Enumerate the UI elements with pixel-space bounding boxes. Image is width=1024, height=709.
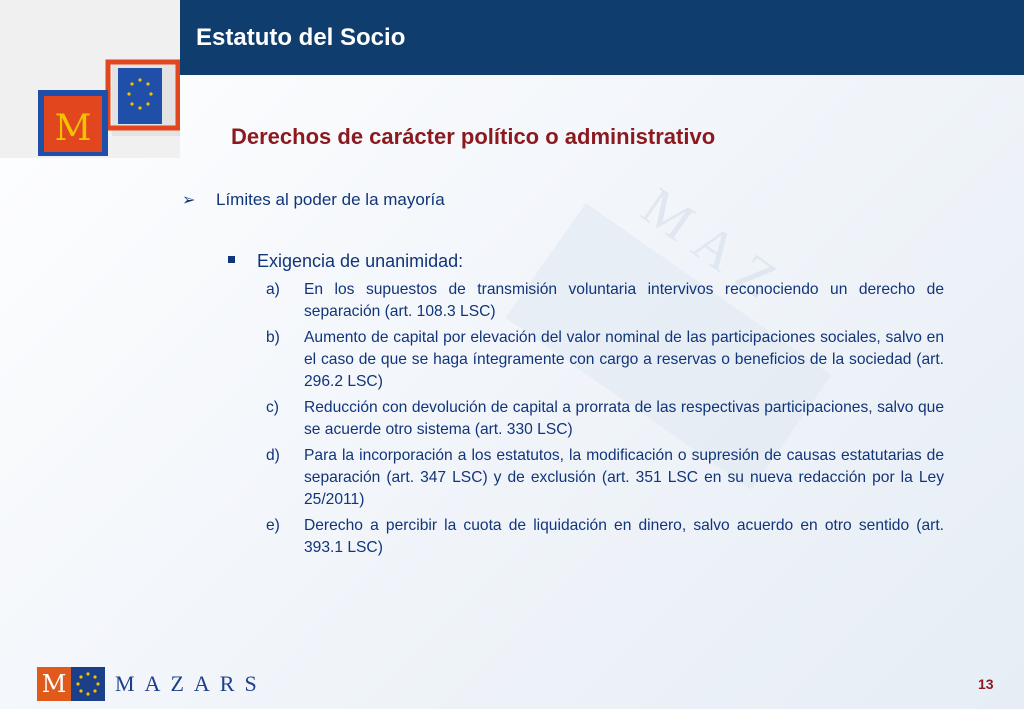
list-item-text: Aumento de capital por elevación del valor nominal de las participaciones sociales, salvo en el caso de que se haga íntegramente con cargo a reservas o beneficios de la sociedad (art. 296.2 LSC) bbox=[304, 329, 944, 390]
logo-wordmark: MAZARS bbox=[115, 671, 267, 696]
list-item-text: Derecho a percibir la cuota de liquidación en dinero, salvo acuerdo en otro sentido (art. 393.1 LSC) bbox=[304, 517, 944, 556]
square-bullet-icon bbox=[228, 256, 235, 263]
list-item bbox=[266, 327, 944, 393]
bullet-level2-text: Exigencia de unanimidad: bbox=[257, 251, 464, 271]
list-item bbox=[266, 397, 944, 441]
page-number: 13 bbox=[978, 676, 994, 692]
list-item bbox=[266, 515, 944, 559]
slide-subtitle: Derechos de carácter político o administrativo bbox=[231, 124, 716, 149]
bullet-level1-text: Límites al poder de la mayoría bbox=[216, 190, 445, 209]
arrow-bullet-icon: ➢ bbox=[182, 192, 196, 209]
list-item-text: En los supuestos de transmisión voluntaria intervivos reconociendo un derecho de separación (art. 108.3 LSC) bbox=[304, 281, 944, 320]
list-item-letter: c) bbox=[266, 399, 279, 416]
logo-m-mark: M bbox=[37, 667, 71, 701]
bullet-level1 bbox=[182, 190, 445, 210]
list-item-text: Reducción con devolución de capital a prorrata de las respectivas participaciones, salvo que se acuerde otro sistema (art. 330 LSC) bbox=[304, 399, 944, 438]
lettered-list bbox=[266, 279, 944, 563]
list-item-text: Para la incorporación a los estatutos, la modificación o supresión de causas estatutarias de separación (art. 347 LSC) y de exclusión (art. 351 LSC en su nueva redacción por la Ley 25/2011) bbox=[304, 447, 944, 508]
footer-mazars-logo bbox=[37, 667, 267, 701]
logo-stars-icon bbox=[71, 667, 105, 701]
list-item-letter: b) bbox=[266, 329, 280, 346]
svg-text:M: M bbox=[54, 108, 92, 149]
list-item-letter: d) bbox=[266, 447, 280, 464]
bullet-level2 bbox=[228, 251, 463, 272]
list-item-letter: e) bbox=[266, 517, 280, 534]
list-item bbox=[266, 279, 944, 323]
svg-text:MAZ: MAZ bbox=[631, 175, 799, 319]
slide-header-title: Estatuto del Socio bbox=[196, 24, 406, 51]
header-logo-image bbox=[0, 0, 180, 158]
list-item-letter: a) bbox=[266, 281, 280, 298]
list-item bbox=[266, 445, 944, 511]
